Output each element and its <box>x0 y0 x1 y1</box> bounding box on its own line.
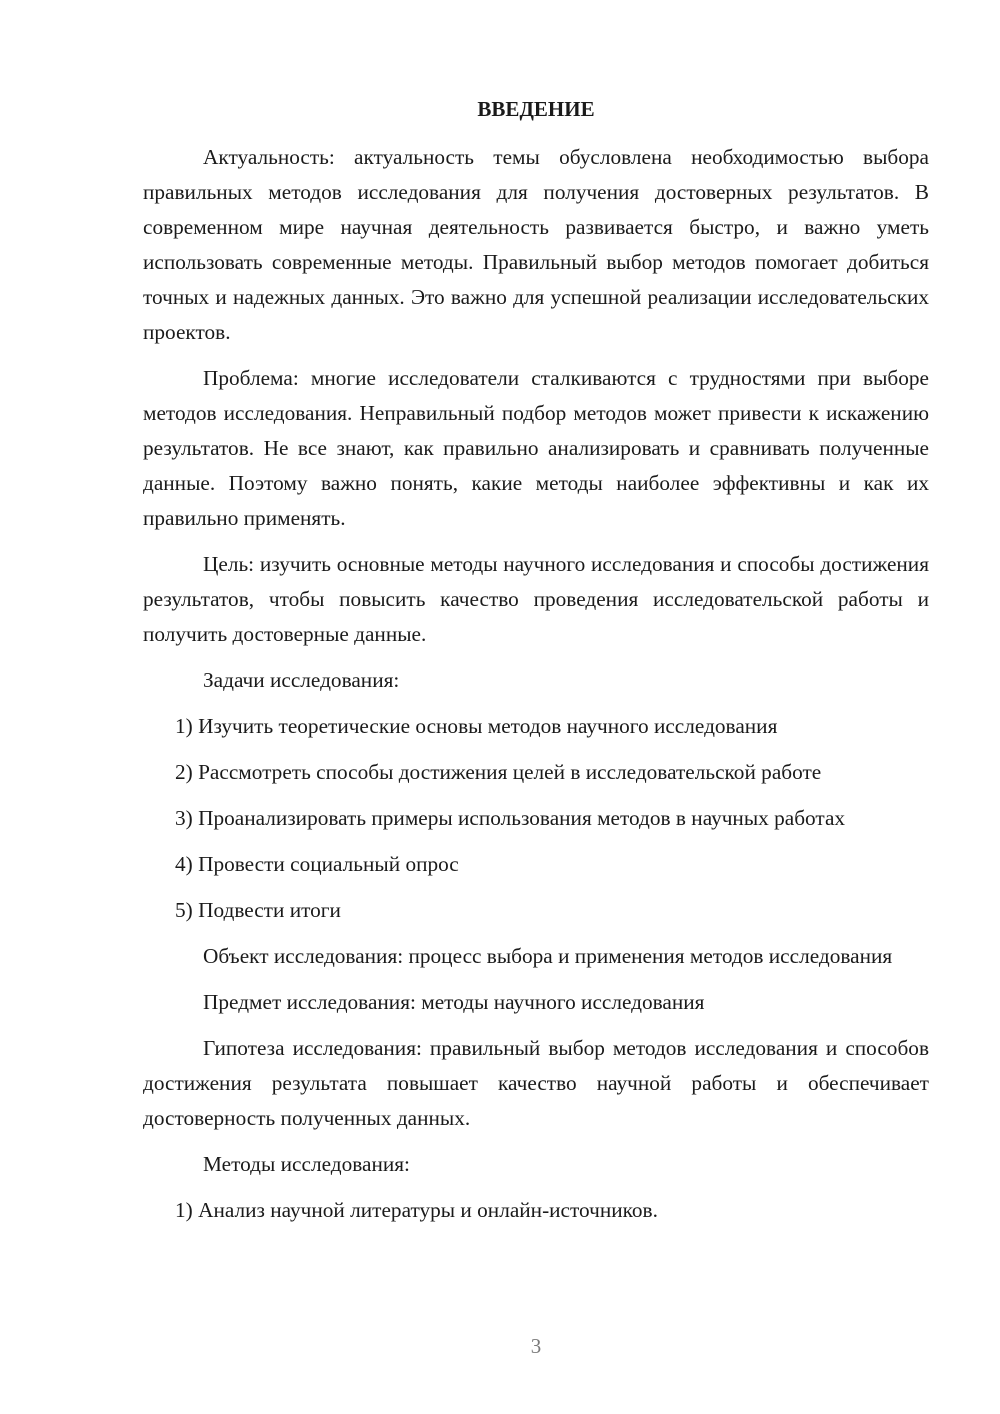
paragraph-relevance: Актуальность: актуальность темы обусловлена необходимостью выбора правильных методов исследования для получения достоверных результатов. В современном мире научная деятельность развивается быстро, и важно уметь использовать современные методы. Правильный выбор методов помогает добиться точных и надежных данных. Это важно для успешной реализации исследовательских проектов. <box>143 145 929 344</box>
task-item-5: 5) Подвести итоги <box>175 898 341 922</box>
method-item-1: 1) Анализ научной литературы и онлайн-источников. <box>175 1198 658 1222</box>
task-item-3: 3) Проанализировать примеры использования методов в научных работах <box>175 806 846 830</box>
paragraph-object: Объект исследования: процесс выбора и применения методов исследования <box>203 944 893 968</box>
page-title: ВВЕДЕНИЕ <box>477 97 595 121</box>
task-item-2: 2) Рассмотреть способы достижения целей в исследовательской работе <box>175 760 822 784</box>
paragraph-problem: Проблема: многие исследователи сталкиваются с трудностями при выборе методов исследования. Неправильный подбор методов может привести к искажению результатов. Не все знают, как правильно анализировать и сравнивать полученные данные. Поэтому важно понять, какие методы наиболее эффективны и как их правильно применять. <box>143 366 929 530</box>
document-page <box>143 92 929 1239</box>
paragraph-tasks-heading: Задачи исследования: <box>203 668 400 692</box>
task-item-1: 1) Изучить теоретические основы методов научного исследования <box>175 714 778 738</box>
paragraph-subject: Предмет исследования: методы научного исследования <box>203 990 705 1014</box>
paragraph-goal: Цель: изучить основные методы научного исследования и способы достижения результатов, чтобы повысить качество проведения исследовательской работы и получить достоверные данные. <box>143 552 929 646</box>
paragraph-hypothesis: Гипотеза исследования: правильный выбор методов исследования и способов достижения результата повышает качество научной работы и обеспечивает достоверность полученных данных. <box>143 1036 929 1130</box>
page-number: 3 <box>530 1334 542 1358</box>
task-item-4: 4) Провести социальный опрос <box>175 852 459 876</box>
paragraph-methods-heading: Методы исследования: <box>203 1152 410 1176</box>
